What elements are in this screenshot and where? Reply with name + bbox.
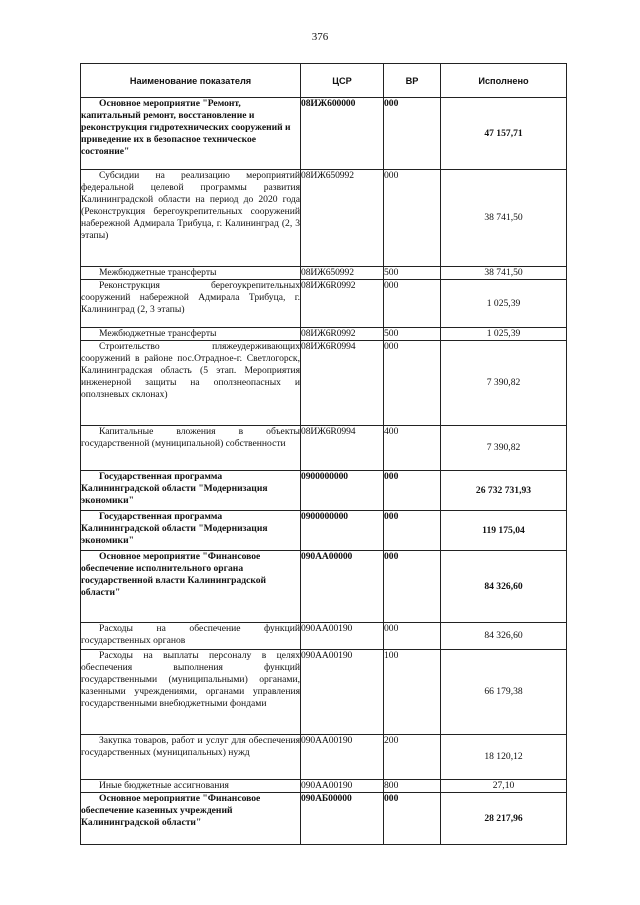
header-vr: ВР bbox=[384, 64, 441, 98]
row-amount: 47 157,71 bbox=[441, 98, 567, 170]
table-row bbox=[81, 780, 567, 793]
header-amount: Исполнено bbox=[441, 64, 567, 98]
table-row bbox=[81, 793, 567, 845]
row-name-cell bbox=[81, 98, 301, 170]
report-table bbox=[80, 63, 567, 845]
header-name: Наименование показателя bbox=[81, 64, 301, 98]
row-csr: 08ИЖ650992 bbox=[301, 170, 384, 267]
row-vr: 000 bbox=[384, 98, 441, 170]
table-row bbox=[81, 650, 567, 735]
row-csr: 0900000000 bbox=[301, 511, 384, 551]
row-csr: 08ИЖ6R0992 bbox=[301, 280, 384, 328]
row-name-cell bbox=[81, 280, 301, 328]
row-name: Основное мероприятие "Ремонт, капитальный ремонт, восстановление и реконструкция гидротехнических сооружений и приведение их в безопасное техническое состояние" bbox=[81, 98, 291, 157]
row-csr: 090АА00000 bbox=[301, 551, 384, 623]
header-csr: ЦСР bbox=[301, 64, 384, 98]
row-vr: 100 bbox=[384, 650, 441, 735]
row-name-cell bbox=[81, 793, 301, 845]
row-name-cell bbox=[81, 650, 301, 735]
row-name-cell bbox=[81, 735, 301, 780]
row-name: Реконструкция берегоукрепительных сооружений набережной Адмирала Трибуца, г. Калининград (2, 3 этапы) bbox=[81, 280, 300, 315]
row-csr: 090АА00190 bbox=[301, 780, 384, 793]
row-amount: 1 025,39 bbox=[441, 328, 567, 341]
row-amount: 18 120,12 bbox=[441, 735, 567, 780]
row-csr: 08ИЖ6R0992 bbox=[301, 328, 384, 341]
row-amount: 26 732 731,93 bbox=[441, 471, 567, 511]
row-name-cell bbox=[81, 511, 301, 551]
row-csr: 0900000000 bbox=[301, 471, 384, 511]
row-name-cell bbox=[81, 328, 301, 341]
row-name-cell bbox=[81, 551, 301, 623]
row-name: Расходы на обеспечение функций государственных органов bbox=[81, 623, 300, 646]
row-csr: 090АА00190 bbox=[301, 650, 384, 735]
page-number: 376 bbox=[311, 31, 329, 43]
row-csr: 090АБ00000 bbox=[301, 793, 384, 845]
row-name: Расходы на выплаты персоналу в целях обеспечения выполнения функций государственными (муниципальными) органами, казенными учреждениями, органами управления государственными внебюджетными фондами bbox=[81, 650, 300, 709]
row-csr: 090АА00190 bbox=[301, 735, 384, 780]
row-name: Основное мероприятие "Финансовое обеспечение казенных учреждений Калининградской области" bbox=[81, 793, 261, 828]
row-vr: 000 bbox=[384, 280, 441, 328]
row-vr: 000 bbox=[384, 170, 441, 267]
table-row bbox=[81, 267, 567, 280]
header-row bbox=[81, 64, 567, 98]
row-amount: 7 390,82 bbox=[441, 341, 567, 426]
row-name-cell bbox=[81, 341, 301, 426]
row-vr: 400 bbox=[384, 426, 441, 471]
row-amount: 84 326,60 bbox=[441, 623, 567, 650]
table-row bbox=[81, 511, 567, 551]
row-amount: 38 741,50 bbox=[441, 267, 567, 280]
row-name-cell bbox=[81, 780, 301, 793]
row-name: Закупка товаров, работ и услуг для обеспечения государственных (муниципальных) нужд bbox=[81, 735, 300, 758]
row-name-cell bbox=[81, 471, 301, 511]
row-vr: 000 bbox=[384, 551, 441, 623]
row-csr: 08ИЖ650992 bbox=[301, 267, 384, 280]
row-amount: 28 217,96 bbox=[441, 793, 567, 845]
table-row bbox=[81, 735, 567, 780]
table-row bbox=[81, 328, 567, 341]
row-vr: 000 bbox=[384, 793, 441, 845]
row-csr: 08ИЖ600000 bbox=[301, 98, 384, 170]
row-csr: 090АА00190 bbox=[301, 623, 384, 650]
row-name-cell bbox=[81, 623, 301, 650]
row-name: Субсидии на реализацию мероприятий федеральной целевой программы развития Калининградской области на период до 2020 года (Реконструкция берегоукрепительных сооружений набережной Адмирала Трибуца, г. Калининград (2, 3 этапы) bbox=[81, 170, 300, 241]
row-name: Государственная программа Калининградской области "Модернизация экономики" bbox=[81, 471, 268, 506]
row-vr: 000 bbox=[384, 341, 441, 426]
row-name-cell bbox=[81, 426, 301, 471]
row-name-cell bbox=[81, 267, 301, 280]
row-name: Межбюджетные трансферты bbox=[99, 328, 217, 339]
table-row bbox=[81, 170, 567, 267]
row-vr: 000 bbox=[384, 471, 441, 511]
row-amount: 27,10 bbox=[441, 780, 567, 793]
row-name: Основное мероприятие "Финансовое обеспечение исполнительного органа государственной власти Калининградской области" bbox=[81, 551, 267, 598]
table-row bbox=[81, 426, 567, 471]
row-name: Строительство пляжеудерживающих сооружений в районе пос.Отрадное-г. Светлогорск, Калининградская область (5 этап. Мероприятия инженерной защиты на оползнеопасных и оползневых склонах) bbox=[81, 341, 300, 400]
row-vr: 500 bbox=[384, 328, 441, 341]
row-amount: 1 025,39 bbox=[441, 280, 567, 328]
row-amount: 119 175,04 bbox=[441, 511, 567, 551]
row-vr: 000 bbox=[384, 623, 441, 650]
row-amount: 38 741,50 bbox=[441, 170, 567, 267]
table-row bbox=[81, 280, 567, 328]
table-row bbox=[81, 341, 567, 426]
table-row bbox=[81, 98, 567, 170]
table-row bbox=[81, 623, 567, 650]
row-vr: 500 bbox=[384, 267, 441, 280]
table-row bbox=[81, 551, 567, 623]
row-name: Иные бюджетные ассигнования bbox=[99, 780, 229, 791]
table-row bbox=[81, 471, 567, 511]
row-csr: 08ИЖ6R0994 bbox=[301, 341, 384, 426]
row-name-cell bbox=[81, 170, 301, 267]
row-csr: 08ИЖ6R0994 bbox=[301, 426, 384, 471]
row-amount: 7 390,82 bbox=[441, 426, 567, 471]
row-name: Капитальные вложения в объекты государственной (муниципальной) собственности bbox=[81, 426, 300, 449]
row-vr: 000 bbox=[384, 511, 441, 551]
row-name: Межбюджетные трансферты bbox=[99, 267, 217, 278]
row-amount: 66 179,38 bbox=[441, 650, 567, 735]
row-vr: 200 bbox=[384, 735, 441, 780]
row-amount: 84 326,60 bbox=[441, 551, 567, 623]
row-name: Государственная программа Калининградской области "Модернизация экономики" bbox=[81, 511, 268, 546]
row-vr: 800 bbox=[384, 780, 441, 793]
